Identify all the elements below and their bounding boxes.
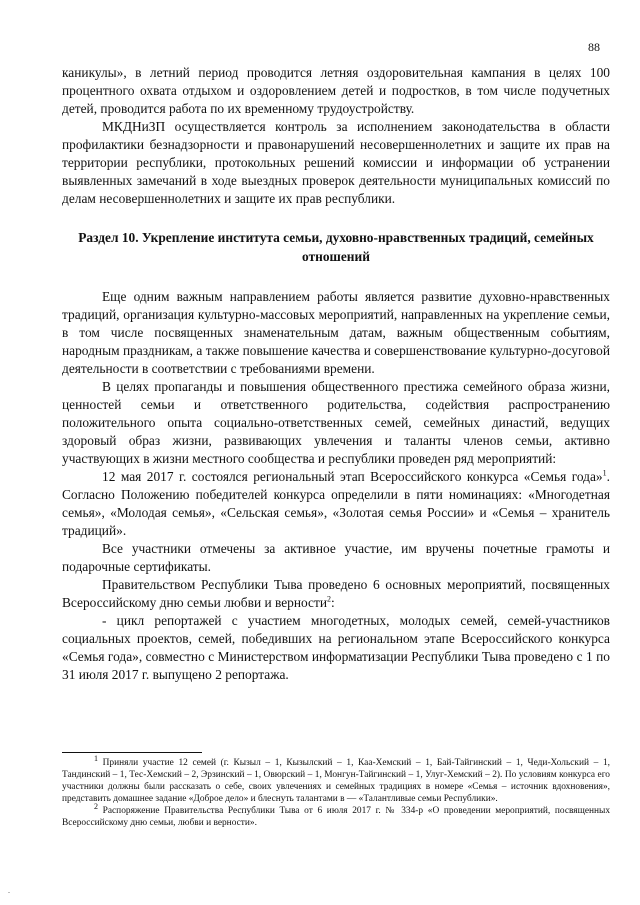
government-text-a: Правительством Республики Тыва проведено 6 основных мероприятий, посвященных Всероссийскому дню семьи любви и верности xyxy=(62,577,610,610)
paragraph-mkdnizp: МКДНиЗП осуществляется контроль за исполнением законодательства в области профилактики безнадзорности и правонарушений несовершеннолетних и защите их прав на территории республики, протокольных решений комиссии и информации об устранении выявленных замечаний в ходе выездных проверок деятельности муниципальных комиссий по делам несовершеннолетних и защите их прав республики. xyxy=(62,119,610,206)
margin-mark: . xyxy=(8,886,10,895)
footnote-2 xyxy=(62,801,611,829)
section-heading: Раздел 10. Укрепление института семьи, духовно-нравственных традиций, семейных отношений xyxy=(78,230,594,264)
paragraph-contest xyxy=(62,468,610,540)
footnote-1-marker: 1 xyxy=(94,753,98,763)
contest-text-b: . Согласно Положению победителей конкурса определили в пяти номинациях: «Многодетная семья», «Молодая семья», «Сельская семья», «Золотая семья России» и «Семья – хранитель традиций». xyxy=(62,469,610,538)
paragraph-propaganda: В целях пропаганды и повышения общественного престижа семейного образа жизни, ценностей семьи и ответственного родительства, содействия распространению положительного опыта социально-ответственных семей, семейных династий, ведущих здоровый образ жизни, развивающих увлечения и таланты членов семьи, активно участвующих в жизни местного сообщества и республики проведен ряд мероприятий: xyxy=(62,379,610,466)
page-number: 88 xyxy=(588,40,600,54)
paragraph-government xyxy=(62,576,610,612)
footnotes xyxy=(62,752,610,829)
paragraph-participants: Все участники отмечены за активное участие, им вручены почетные грамоты и подарочные сертификаты. xyxy=(62,541,610,574)
footnote-2-text: Распоряжение Правительства Республики Тыва от 6 июля 2017 г. № 334-р «О проведении мероприятий, посвященных Всероссийскому дню семьи, любви и верности». xyxy=(62,806,611,828)
paragraph-vacation: каникулы», в летний период проводится летняя оздоровительная кампания в целях 100 процентного охвата отдыхом и оздоровлением детей и подростков, в том числе подучетных детей, проводится работа по их временному трудоустройству. xyxy=(62,65,610,116)
government-text-b: : xyxy=(331,595,335,610)
footnote-ref-1[interactable]: 1 xyxy=(602,468,607,478)
footnote-ref-2[interactable]: 2 xyxy=(327,594,332,604)
document-body xyxy=(62,64,610,684)
footnote-2-marker: 2 xyxy=(94,801,98,811)
paragraph-direction: Еще одним важным направлением работы является развитие духовно-нравственных традиций, организация культурно-массовых мероприятий, направленных на укрепление семьи, в том числе посвященных знаменательным датам, важным общественным событиям, народным праздникам, а также повышение качества и совершенствование культурно-досуговой деятельности в соответствии с требованиями времени. xyxy=(62,289,610,376)
footnote-divider xyxy=(62,752,202,753)
footnote-1-text: Приняли участие 12 семей (г. Кызыл – 1, Кызылский – 1, Каа-Хемский – 1, Бай-Тайгинский – 1, Чеди-Хольский – 1, Тандинский – 1, Тес-Хемский – 2, Эрзинский – 1, Овюрский – 1, Монгун-Тайгинский – 1, Улуг-Хемский – 2). По условиям конкурса его участники должны были рассказать о себе, своих увлечениях и семейных традициях в номере «Семья – источник вдохновения», представить домашнее задание «Доброе дело» и блеснуть талантами в — «Талантливые семьи Республики». xyxy=(62,758,611,804)
contest-text-a: 12 мая 2017 г. состоялся региональный этап Всероссийского конкурса «Семья года» xyxy=(102,469,603,484)
paragraph-reports: - цикл репортажей с участием многодетных, молодых семей, семей-участников социальных проектов, семей, победивших на региональном этапе Всероссийского конкурса «Семья года», совместно с Министерством информатизации Республики Тыва проведено с 1 по 31 июля 2017 г. выпущено 2 репортажа. xyxy=(62,613,610,682)
footnote-1 xyxy=(62,753,611,805)
